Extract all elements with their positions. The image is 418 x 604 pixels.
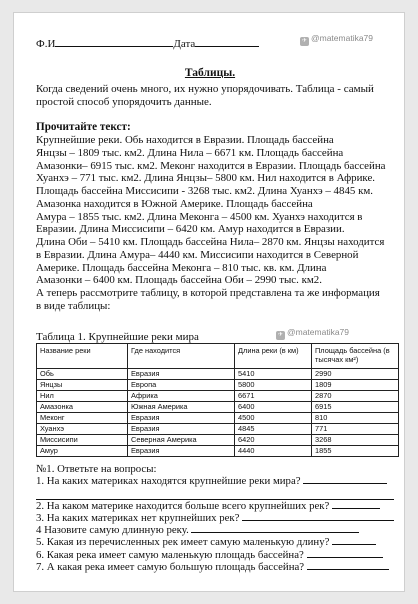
watermark-text: @matematika79 bbox=[287, 327, 350, 337]
table-cell: 6420 bbox=[235, 435, 312, 446]
table-row bbox=[37, 380, 399, 391]
table-cell: Обь bbox=[37, 369, 128, 380]
table-cell: Европа bbox=[128, 380, 235, 391]
telegram-icon: ✈ bbox=[277, 332, 284, 338]
question-text: 5. Какая из перечисленных рек имеет самую маленькую длину? bbox=[36, 536, 330, 549]
header-line bbox=[36, 37, 259, 51]
header-watermark bbox=[300, 32, 373, 46]
table-cell: Африка bbox=[128, 391, 235, 402]
table-cell: Евразия bbox=[128, 424, 235, 435]
text-line: в виде таблицы: bbox=[36, 299, 111, 312]
answer-blank[interactable] bbox=[303, 475, 387, 484]
table-row bbox=[37, 391, 399, 402]
question-text: 4 Назовите самую длинную реку. bbox=[36, 524, 189, 537]
table-caption: Таблица 1. Крупнейшие реки мира bbox=[36, 331, 199, 343]
table-cell: 1855 bbox=[312, 446, 399, 457]
reading-text bbox=[36, 134, 398, 313]
question-text: 2. На каком материке находится больше всего крупнейших рек? bbox=[36, 499, 330, 512]
question-text: 3. На каких материках нет крупнейших рек? bbox=[36, 511, 240, 524]
text-line: Янцзы – 1809 тыс. км2. Длина Нила – 6671 км. Площадь бассейна bbox=[36, 146, 344, 159]
table-row bbox=[37, 446, 399, 457]
table-cell: 2870 bbox=[312, 391, 399, 402]
telegram-icon: ✈ bbox=[301, 38, 308, 44]
text-line: в Евразии. Длина Амура– 4440 км. Миссисипи находится в Северной bbox=[36, 248, 359, 261]
text-line: А теперь рассмотрите таблицу, в которой представлена та же информация bbox=[36, 287, 380, 299]
rivers-table bbox=[36, 343, 399, 457]
table-header-row bbox=[37, 344, 399, 369]
table-cell: 4845 bbox=[235, 424, 312, 435]
table-cell: 6915 bbox=[312, 402, 399, 413]
column-header: Где находится bbox=[128, 344, 235, 369]
question-item bbox=[36, 500, 398, 512]
table-cell: 1809 bbox=[312, 380, 399, 391]
table-cell: Нил bbox=[37, 391, 128, 402]
column-header: Название реки bbox=[37, 344, 128, 369]
answer-blank[interactable] bbox=[332, 500, 380, 509]
question-item bbox=[36, 475, 398, 487]
table-cell: Амур bbox=[37, 446, 128, 457]
text-line: Америке. Площадь бассейна Меконга – 810 тыс. кв. км. Длина bbox=[36, 261, 327, 274]
date-label: Дата bbox=[173, 38, 196, 50]
table-row bbox=[37, 369, 399, 380]
table-watermark bbox=[276, 326, 349, 340]
text-line: Крупнейшие реки. Обь находится в Евразии. Площадь бассейна bbox=[36, 134, 334, 146]
question-item bbox=[36, 561, 398, 573]
name-blank[interactable] bbox=[55, 37, 173, 47]
question-text: 6. Какая река имеет самую маленькую площадь бассейна? bbox=[36, 548, 304, 561]
text-line: Евразии. Длина Миссисипи – 6420 км. Амур находится в Евразии. bbox=[36, 223, 345, 236]
table-cell: Хуанхэ bbox=[37, 424, 128, 435]
table-cell: 6400 bbox=[235, 402, 312, 413]
question-text: 1. На каких материках находятся крупнейшие реки мира? bbox=[36, 475, 301, 488]
table-cell: Евразия bbox=[128, 413, 235, 424]
intro-paragraph bbox=[36, 83, 394, 109]
text-line: Амазонки – 6400 км. Площадь бассейна Оби – 2990 тыс. км2. bbox=[36, 274, 322, 287]
table-cell: 2990 bbox=[312, 369, 399, 380]
answer-blank[interactable] bbox=[307, 549, 383, 558]
page-title: Таблицы. bbox=[184, 67, 236, 79]
table-cell: Южная Америка bbox=[128, 402, 235, 413]
table-cell: 4500 bbox=[235, 413, 312, 424]
table-row bbox=[37, 435, 399, 446]
worksheet bbox=[13, 12, 405, 592]
intro-line: простой способ упорядочить данные. bbox=[36, 95, 212, 108]
questions-section bbox=[36, 463, 398, 573]
text-line: Площадь бассейна Миссисипи - 3268 тыс. км2. Длина Хуанхэ – 4845 км. bbox=[36, 185, 373, 197]
text-line: Амазонка находится в Южной Америке. Площадь бассейна bbox=[36, 197, 313, 210]
question-list bbox=[36, 475, 398, 573]
table-cell: 6671 bbox=[235, 391, 312, 402]
answer-blank[interactable] bbox=[332, 536, 376, 545]
answer-blank[interactable] bbox=[307, 561, 389, 570]
table-cell: 5800 bbox=[235, 380, 312, 391]
task-heading: Прочитайте текст: bbox=[36, 121, 131, 133]
table-cell: 3268 bbox=[312, 435, 399, 446]
answer-blank[interactable] bbox=[242, 512, 394, 521]
table-cell: Меконг bbox=[37, 413, 128, 424]
question-item bbox=[36, 512, 398, 524]
question-item bbox=[36, 549, 398, 561]
table-body bbox=[37, 369, 399, 457]
column-header: Площадь бассейна (в тысячах км²) bbox=[312, 344, 399, 369]
watermark-text: @matematika79 bbox=[311, 33, 374, 43]
table-cell: Янцзы bbox=[37, 380, 128, 391]
table-cell: Миссисипи bbox=[37, 435, 128, 446]
table-row bbox=[37, 402, 399, 413]
question-item bbox=[36, 524, 398, 536]
table-cell: 4440 bbox=[235, 446, 312, 457]
question-item bbox=[36, 536, 398, 548]
table-cell: Северная Америка bbox=[128, 435, 235, 446]
table-row bbox=[37, 413, 399, 424]
questions-heading: №1. Ответьте на вопросы: bbox=[36, 463, 157, 475]
date-blank[interactable] bbox=[195, 37, 259, 47]
column-header: Длина реки (в км) bbox=[235, 344, 312, 369]
text-line: Длина Оби – 5410 км. Площадь бассейна Нила– 2870 км. Янцзы находится bbox=[36, 236, 385, 248]
text-line: Амазонки– 6915 тыс. км2. Меконг находится в Евразии. Площадь бассейна bbox=[36, 159, 386, 172]
question-text: 7. А какая река имеет самую большую площадь бассейна? bbox=[36, 561, 305, 574]
text-line: Хуанхэ – 771 тыс. км2. Длина Янцзы– 5800 км. Нил находится в Африке. bbox=[36, 172, 375, 185]
text-line: Амура – 1855 тыс. км2. Длина Меконга – 4500 км. Хуанхэ находится в bbox=[36, 210, 363, 223]
table-cell: Амазонка bbox=[37, 402, 128, 413]
name-label: Ф.И bbox=[36, 38, 56, 50]
table-cell: 5410 bbox=[235, 369, 312, 380]
answer-blank[interactable] bbox=[191, 524, 359, 533]
table-row bbox=[37, 424, 399, 435]
table-cell: 771 bbox=[312, 424, 399, 435]
table-cell: Евразия bbox=[128, 446, 235, 457]
table-cell: 810 bbox=[312, 413, 399, 424]
intro-line: Когда сведений очень много, их нужно упорядочивать. Таблица - самый bbox=[36, 83, 374, 95]
table-cell: Евразия bbox=[128, 369, 235, 380]
answer-blank-extra[interactable] bbox=[36, 488, 394, 500]
